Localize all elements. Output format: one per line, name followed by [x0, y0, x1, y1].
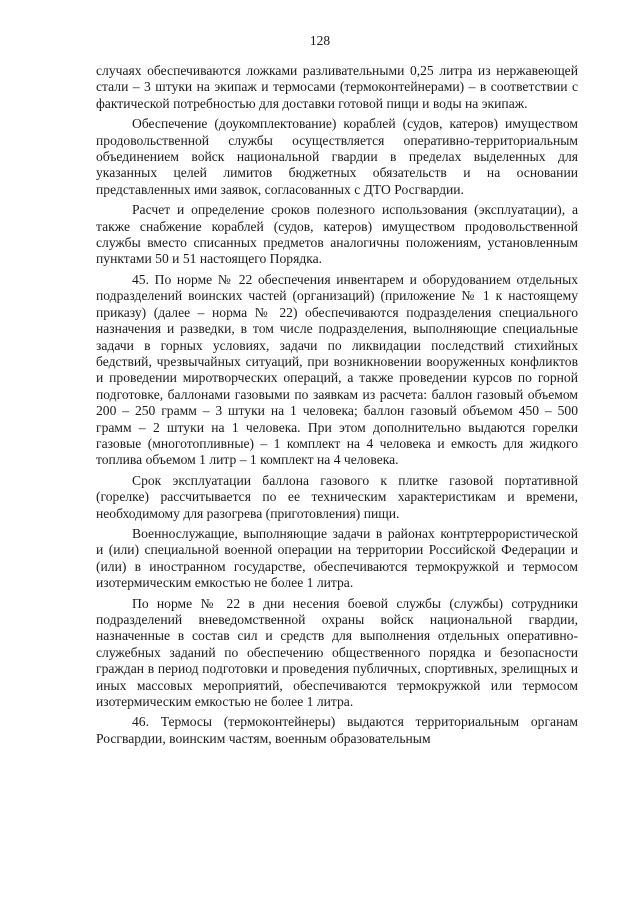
paragraph-gas-cylinder: Срок эксплуатации баллона газового к плитке газовой портативной (горелке) рассчитывается по ее техническим характеристикам и времени, необходимому для разогрева (приготовления) пищи. [96, 472, 578, 521]
paragraph-service-life: Расчет и определение сроков полезного использования (эксплуатации), а также снабжение кораблей (судов, катеров) имуществом продовольственной службы вместо списанных предметов аналогичны положениям, установленным пунктами 50 и 51 настоящего Порядка. [96, 202, 578, 267]
paragraph-item-45: 45. По норме № 22 обеспечения инвентарем и оборудованием отдельных подразделений воинских частей (организаций) (приложение № 1 к настоящему приказу) (далее – норма № 22) обеспечиваются подразделения специального назначения и разведки, в том числе подразделения, выполняющие специальные задачи в горных условиях, задачи по ликвидации последствий стихийных бедствий, чрезвычайных ситуаций, при возникновении вооруженных конфликтов и проведении миротворческих операций, а также проведении курсов по горной подготовке, баллонами газовыми по заявкам из расчета: баллон газовый объемом 200 – 250 грамм – 3 штуки на 1 человека; баллон газовый объемом 450 – 500 грамм – 2 штуки на 1 человека. При этом дополнительно выдаются горелки газовые (многотопливные) – 1 комплект на 4 человека и емкость для жидкого топлива объемом 1 литр – 1 комплект на 4 человека. [96, 271, 578, 468]
document-body [96, 63, 578, 747]
paragraph-servicemen: Военнослужащие, выполняющие задачи в районах контртеррористической и (или) специальной военной операции на территории Российской Федерации и (или) в иностранном государстве, обеспечиваются термокружкой и термосом изотермическим емкостью не более 1 литра. [96, 525, 578, 591]
paragraph-item-46: 46. Термосы (термоконтейнеры) выдаются территориальным органам Росгвардии, воинским частям, военным образовательным [96, 714, 578, 746]
page-number: 128 [309, 33, 331, 48]
paragraph-combat-duty: По норме № 22 в дни несения боевой службы (службы) сотрудники подразделений вневедомственной охраны войск национальной гвардии, назначенные в состав сил и средств для выполнения отдельных оперативно-служебных заданий по обеспечению общественного порядка и безопасности граждан в период подготовки и проведения публичных, спортивных, зрелищных и иных массовых мероприятий, обеспечиваются термокружкой или термосом изотермическим емкостью не более 1 литра. [96, 595, 578, 710]
paragraph-continuation: случаях обеспечиваются ложками разливательными 0,25 литра из нержавеющей стали – 3 штуки на экипаж и термосами (термоконтейнерами) – в соответствии с фактической потребностью для доставки готовой пищи и воды на экипаж. [96, 63, 578, 111]
paragraph-ship-supply: Обеспечение (доукомплектование) кораблей (судов, катеров) имуществом продовольственной службы осуществляется оперативно-территориальным объединением войск национальной гвардии в пределах выделенных для указанных целей лимитов бюджетных обязательств и на основании представленных ими заявок, согласованных с ДТО Росгвардии. [96, 116, 578, 197]
